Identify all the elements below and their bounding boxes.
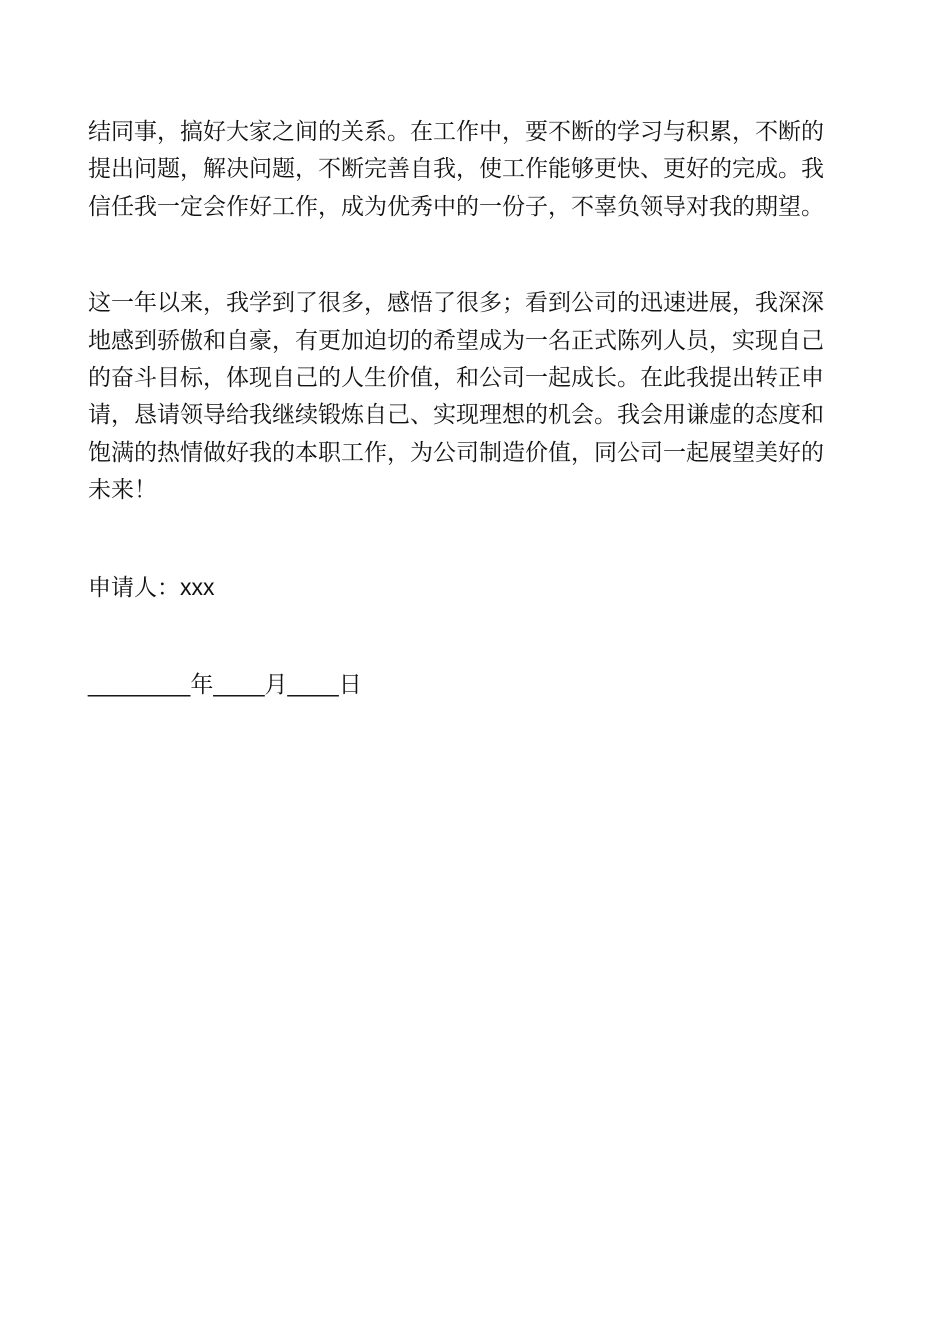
day-blank: ____ bbox=[287, 671, 339, 698]
signature-line bbox=[88, 569, 863, 607]
signature-name: xxx bbox=[180, 573, 215, 600]
year-blank: ________ bbox=[88, 671, 191, 698]
year-label: 年 bbox=[190, 672, 214, 699]
paragraph-2: 这一年以来，我学到了很多，感悟了很多；看到公司的迅速进展，我深深 地感到骄傲和自豪，有更加迫切的希望成为一名正式陈列人员，实现自己 的奋斗目标，体现自己的人生价值，和公司一起成长。在此我提出转正申 请，恳请领导给我继续锻炼自己、实现理想的机会。我会用谦虚的态度和 饱满的热情做好我的本职工作，为公司制造价值，同公司一起展望美好的 未来！ bbox=[88, 290, 824, 504]
month-blank: ____ bbox=[213, 671, 265, 698]
date-line bbox=[88, 666, 863, 704]
document-page bbox=[88, 114, 863, 704]
paragraph-1: 结同事，搞好大家之间的关系。在工作中，要不断的学习与积累，不断的 提出问题，解决问题，不断完善自我，使工作能够更快、更好的完成。我 信任我一定会作好工作，成为优秀中的一份子，不辜负领导对我的期望。 bbox=[88, 119, 824, 220]
day-label: 日 bbox=[338, 672, 362, 699]
signature-label: 申请人： bbox=[88, 574, 180, 601]
month-label: 月 bbox=[264, 672, 288, 699]
